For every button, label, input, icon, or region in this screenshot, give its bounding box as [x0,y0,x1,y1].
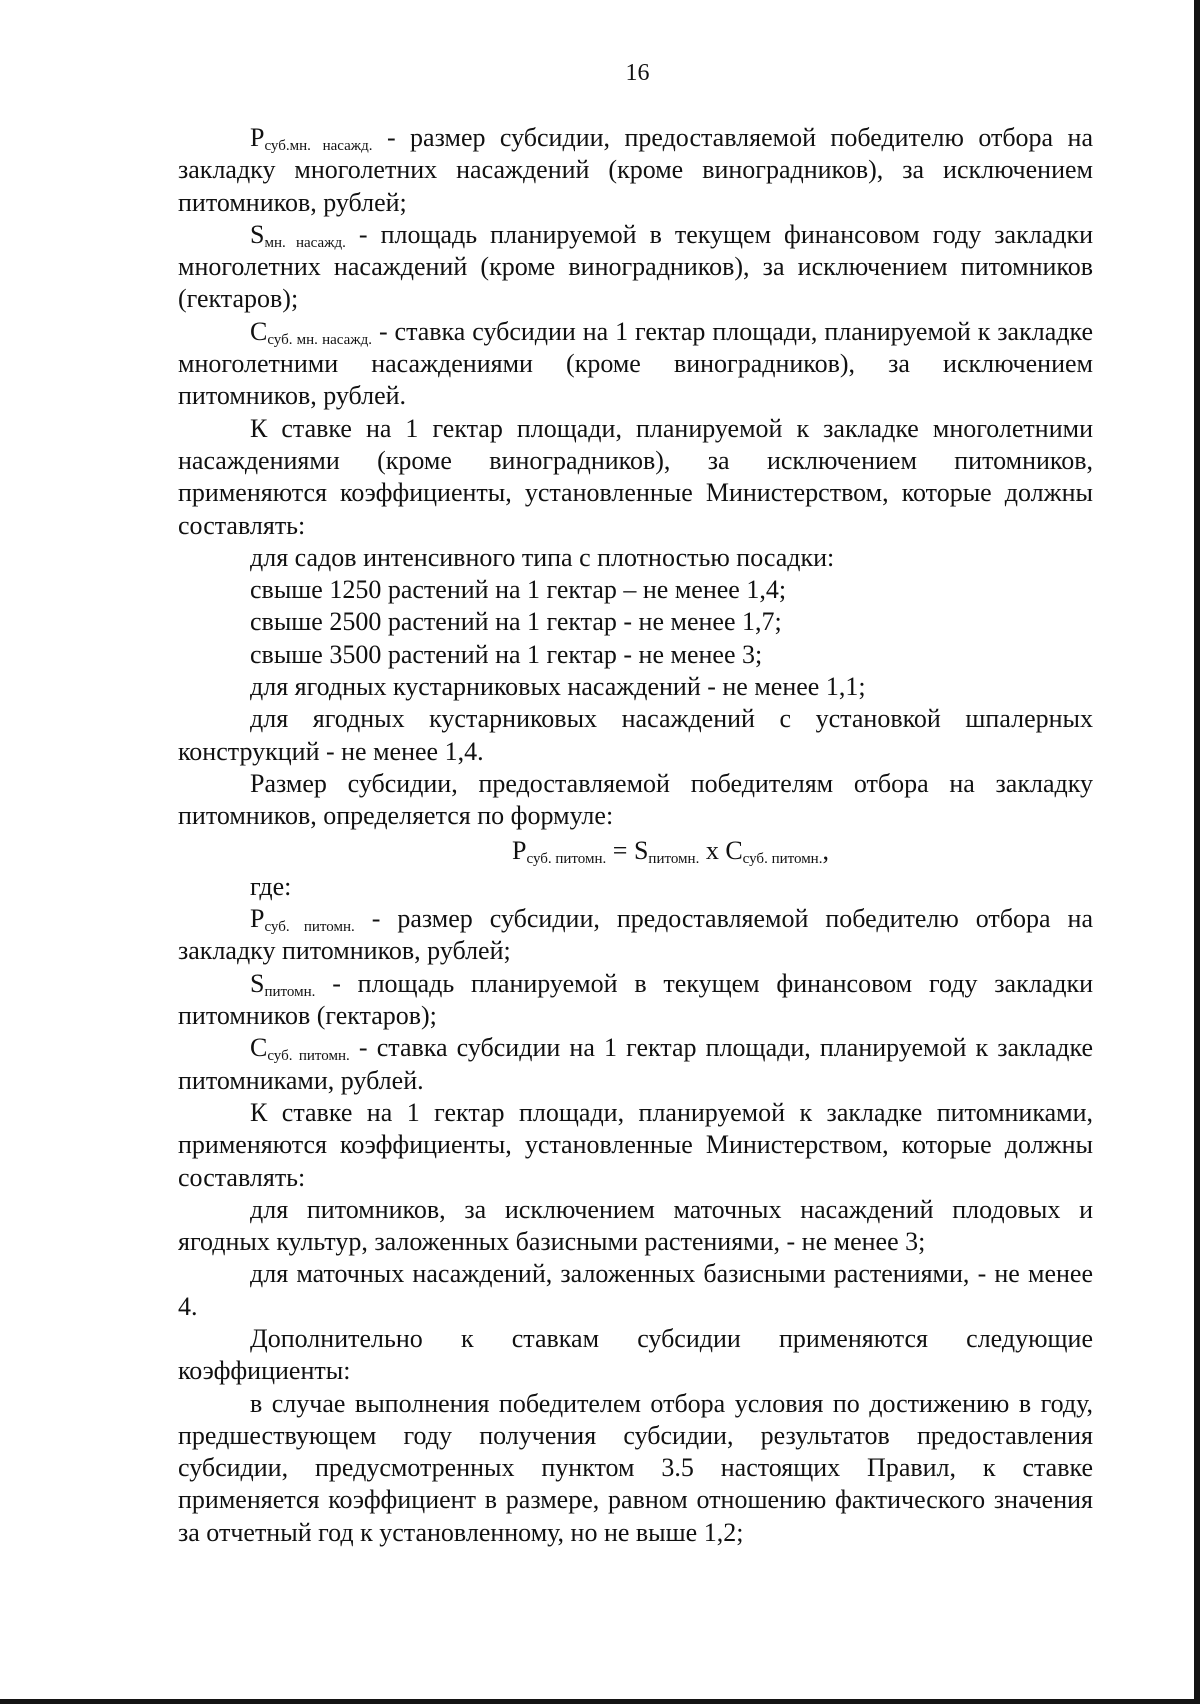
document-body [178,122,1093,1549]
page-number: 16 [625,60,650,86]
symbol: Р [250,123,265,152]
scan-edge-bottom [0,1699,1200,1704]
paragraph-mother-plantings: для маточных насаждений, заложенных базисными растениями, - не менее 4. [178,1259,1093,1321]
symbol: С [250,316,268,346]
paragraph-berry-shrubs-trellis: для ягодных кустарниковых насаждений с установкой шпалерных конструкций - не менее 1,4. [178,704,1093,766]
symbol-subscript: суб. питомн. [267,1048,350,1065]
symbol: S [250,219,265,249]
symbol: Р [250,904,265,934]
paragraph-where: где: [250,871,292,901]
symbol-subscript: суб. мн. насажд. [267,331,373,348]
definition-text: - ставка субсидии на 1 гектар площади, планируемой к закладке питомниками, рублей. [178,1033,1093,1095]
paragraph-coefficients-intro: К ставке на 1 гектар площади, планируемой к закладке многолетними насаждениями (кроме виноградников), за исключением питомников, применяются коэффициенты, установленные Министерством, которые должны составлять: [178,413,1093,540]
symbol: S [250,968,265,998]
scan-edge-right [1194,0,1200,1704]
paragraph-density-3500: свыше 3500 растений на 1 гектар - не менее 3; [250,639,763,669]
formula-nursery-subsidy [178,835,1093,867]
paragraph-berry-shrubs: для ягодных кустарниковых насаждений - не менее 1,1; [250,672,866,702]
formula-s-subscript: питомн. [648,850,700,867]
formula-multiply: х [699,835,726,865]
definition-p-subsidy-nursery [178,903,1093,968]
symbol-subscript: суб. питомн. [264,919,355,936]
paragraph-nursery-except-mother: для питомников, за исключением маточных насаждений плодовых и ягодных культур, заложенных базисными растениями, - не менее 3; [178,1194,1093,1257]
definition-s-area-nursery [178,968,1093,1033]
definition-c-rate-perennial [178,316,1093,413]
symbol: С [250,1033,268,1063]
paragraph-additional-coefficients: Дополнительно к ставкам субсидии применяются следующие коэффициенты: [178,1323,1093,1386]
paragraph-density-2500: свыше 2500 растений на 1 гектар - не менее 1,7; [250,607,782,637]
definition-text: - площадь планируемой в текущем финансовом году закладки многолетних насаждений (кроме виноградников), за исключением питомников (гектаров); [178,219,1093,314]
paragraph-density-1250: свыше 1250 растений на 1 гектар – не менее 1,4; [250,575,787,605]
definition-c-rate-nursery [178,1032,1093,1097]
formula-c: С [725,835,743,865]
paragraph-nursery-coefficients-intro: К ставке на 1 гектар площади, планируемой к закладке питомниками, применяются коэффициенты, установленные Министерством, которые должны составлять: [178,1097,1093,1192]
paragraph-intensive-gardens: для садов интенсивного типа с плотностью посадки: [250,542,835,572]
definition-text: - размер субсидии, предоставляемой победителю отбора на закладку многолетних насаждений (кроме виноградников), за исключением питомников, рублей; [178,123,1093,217]
symbol-subscript: суб.мн. насажд. [264,138,373,154]
formula-equals: = [606,835,634,865]
definition-text: - ставка субсидии на 1 гектар площади, планируемой к закладке многолетними насаждениями (кроме виноградников), за исключением питомников, рублей. [178,316,1094,411]
definition-p-subsidy-perennial [178,122,1093,219]
symbol-subscript: мн. насажд. [264,234,346,251]
formula-comma: , [822,835,829,865]
formula-p-subscript: суб. питомн. [526,850,607,867]
formula-p: Р [512,835,527,865]
definition-text: - размер субсидии, предоставляемой победителю отбора на закладку питомников, рублей; [178,904,1093,966]
formula-s: S [633,835,649,865]
formula-c-subscript: суб. питомн. [742,850,823,867]
definition-text: - площадь планируемой в текущем финансовом году закладки питомников (гектаров); [178,968,1093,1031]
paragraph-nursery-formula-intro: Размер субсидии, предоставляемой победителям отбора на закладку питомников, определяется по формуле: [178,768,1093,831]
symbol-subscript: питомн. [264,983,316,1000]
definition-s-area-perennial [178,219,1093,316]
paragraph-results-coefficient: в случае выполнения победителем отбора условия по достижению в году, предшествующем году получения субсидии, результатов предоставления субсидии, предусмотренных пунктом 3.5 настоящих Правил, к ставке применяется коэффициент в размере, равном отношению фактического значения за отчетный год к установленному, но не выше 1,2; [178,1388,1093,1547]
